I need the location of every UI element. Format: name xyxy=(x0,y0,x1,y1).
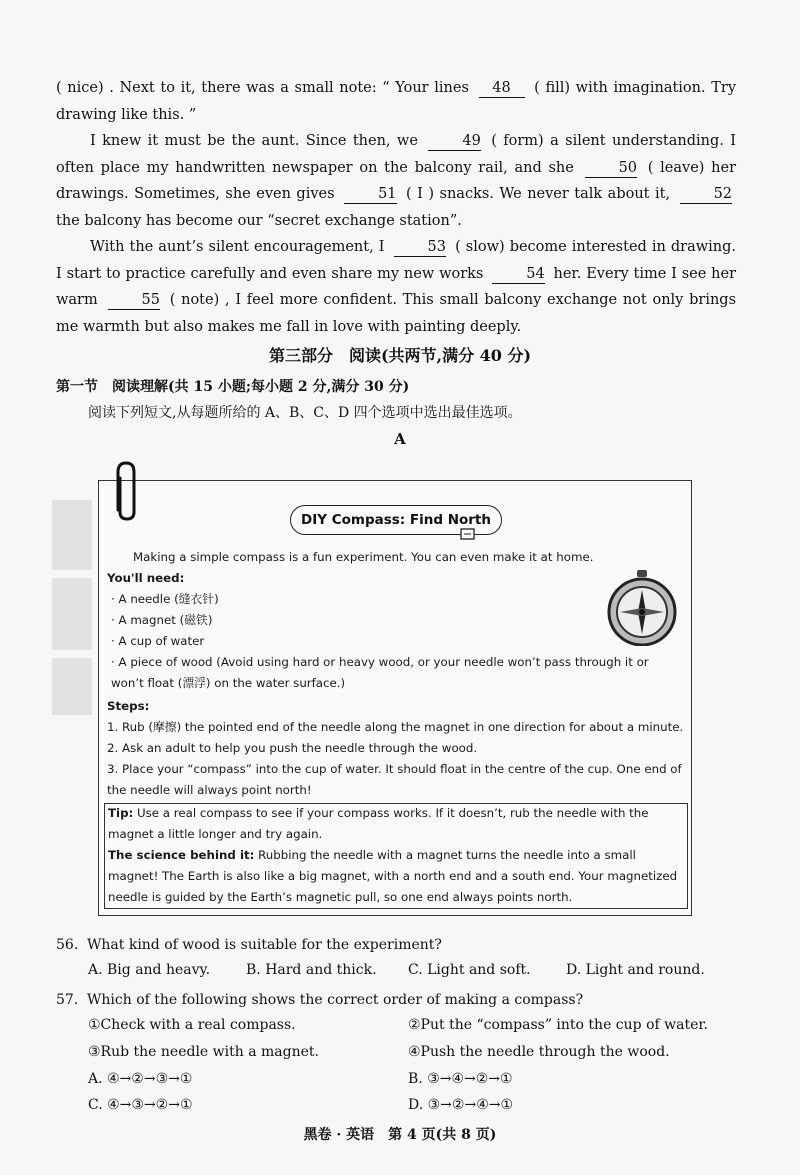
q56-option-b: B. Hard and thick. xyxy=(246,962,377,978)
q57-number: 57. xyxy=(56,992,79,1008)
q57-step-2: ②Put the “compass” into the cup of water. xyxy=(408,1017,708,1033)
passage-text: ( slow) become interested in drawing. I start to practice carefully and even share my new works xyxy=(56,239,737,282)
section-instruction: 阅读下列短文,从每题所给的 A、B、C、D 四个选项中选出最佳选项。 xyxy=(88,405,522,421)
passage-paragraph-2 xyxy=(56,128,736,234)
blank-54: 54 xyxy=(492,266,544,284)
science-label: The science behind it: xyxy=(108,848,255,862)
section-title: 第三部分 阅读(共两节,满分 40 分) xyxy=(268,346,532,365)
q57-step-3: ③Rub the needle with a magnet. xyxy=(88,1044,319,1060)
blank-52: 52 xyxy=(680,186,732,204)
passage-text: her. Every time I see her warm xyxy=(56,265,737,308)
paperclip-icon xyxy=(108,460,144,522)
page-footer: 黑卷 · 英语 第 4 页(共 8 页) xyxy=(303,1127,497,1143)
card-title: DIY Compass: Find North xyxy=(290,505,502,535)
q56-option-d: D. Light and round. xyxy=(566,962,705,978)
q57-step-1: ①Check with a real compass. xyxy=(88,1017,296,1033)
step-item: 3. Place your “compass” into the cup of water. It should float in the centre of the cup. One end of the needle will always point north! xyxy=(107,762,682,797)
passage-text: ( leave) her drawings. Sometimes, she even gives xyxy=(56,159,737,202)
blank-50: 50 xyxy=(585,160,637,178)
card-title-banner xyxy=(290,505,504,535)
need-item: · A magnet (磁铁) xyxy=(111,613,213,627)
q56-number: 56. xyxy=(56,937,79,953)
q57-option-d: D. ③→②→④→① xyxy=(408,1097,514,1113)
blank-55: 55 xyxy=(108,292,160,310)
passage-text: ( fill) with imagination. Try drawing like this. ” xyxy=(56,80,737,123)
q56-option-a: A. Big and heavy. xyxy=(88,962,211,978)
blank-53: 53 xyxy=(394,239,446,257)
blank-48: 48 xyxy=(479,80,525,98)
blank-49: 49 xyxy=(428,133,480,151)
passage-text: I knew it must be the aunt. Since then, we xyxy=(90,133,418,149)
steps-label: Steps: xyxy=(107,699,150,713)
passage-text: ( note) , I feel more confident. This small balcony exchange not only brings me warmth but also makes me fall in love with painting deeply. xyxy=(56,292,737,335)
needs-label: You'll need: xyxy=(107,571,185,585)
q57-option-a: A. ④→②→③→① xyxy=(88,1071,193,1087)
card-intro: Making a simple compass is a fun experiment. You can even make it at home. xyxy=(133,550,594,564)
tip-body: Use a real compass to see if your compass works. If it doesn’t, rub the needle with the magnet a little longer and try again. xyxy=(108,806,649,841)
passage-text: ( I ) snacks. We never talk about it, xyxy=(406,186,671,202)
passage-paragraph-1 xyxy=(56,75,736,128)
passage-text: ( form) a silent understanding. I often place my handwritten newspaper on the balcony rail, and she xyxy=(56,133,736,176)
passage-text: With the aunt’s silent encouragement, I xyxy=(90,239,385,255)
tip-label: Tip: xyxy=(108,806,134,820)
need-item: · A cup of water xyxy=(111,634,205,648)
step-item: 1. Rub (摩擦) the pointed end of the needle along the magnet in one direction for about a minute. xyxy=(107,720,684,734)
need-item: · A piece of wood (Avoid using hard or heavy wood, or your needle won’t pass through it or won’t float (漂浮) on the water surface.) xyxy=(111,655,649,690)
passage-paragraph-3 xyxy=(56,234,736,340)
science-text xyxy=(108,845,682,908)
passage-letter: A xyxy=(394,430,406,448)
banner-tag-icon xyxy=(460,527,476,541)
q56-option-c: C. Light and soft. xyxy=(408,962,531,978)
q57-option-b: B. ③→④→②→① xyxy=(408,1071,513,1087)
section-subtitle: 第一节 阅读理解(共 15 小题;每小题 2 分,满分 30 分) xyxy=(56,379,410,395)
passage-text: the balcony has become our “secret exchange station”. xyxy=(56,212,462,229)
step-item: 2. Ask an adult to help you push the needle through the wood. xyxy=(107,741,478,755)
passage-text: ( nice) . Next to it, there was a small note: “ Your lines xyxy=(56,80,469,96)
q57-text: Which of the following shows the correct order of making a compass? xyxy=(87,992,584,1008)
compass-icon xyxy=(606,570,678,646)
need-item: · A needle (缝衣针) xyxy=(111,592,219,606)
tip-text xyxy=(108,803,682,845)
q57-option-c: C. ④→③→②→① xyxy=(88,1097,193,1113)
q57-step-4: ④Push the needle through the wood. xyxy=(408,1044,670,1060)
q56-text: What kind of wood is suitable for the experiment? xyxy=(87,937,442,953)
science-body: Rubbing the needle with a magnet turns the needle into a small magnet! The Earth is also like a big magnet, with a north end and a south end. Your magnetized needle is guided by the Earth’s magnetic pull, so one end always points north. xyxy=(108,848,678,904)
blank-51: 51 xyxy=(344,186,396,204)
